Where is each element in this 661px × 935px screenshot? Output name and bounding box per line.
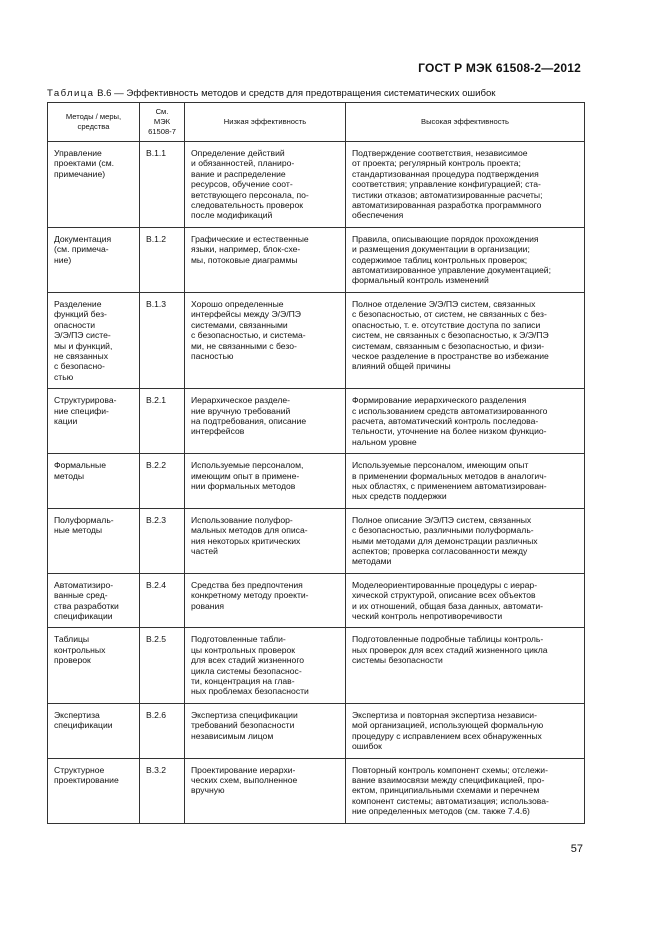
table-row (48, 703, 585, 758)
low-effectiveness-cell: Экспертиза спецификации требований безопасности независимым лицом (185, 703, 346, 758)
high-effectiveness-cell: Полное описание Э/Э/ПЭ систем, связанных с безопасностью, различными полуформаль- ными методами для демонстрации различных аспектов; проверка согласованности между методами (346, 508, 585, 573)
low-effectiveness-cell: Средства без предпочтения конкретному методу проекти- рования (185, 573, 346, 628)
caption-prefix: Таблица (47, 88, 95, 99)
table-body (48, 142, 585, 824)
reference-cell: В.1.2 (140, 227, 185, 292)
table-row (48, 573, 585, 628)
low-effectiveness-cell: Иерархическое разделе- ние вручную требований на подтребования, описание интерфейсов (185, 389, 346, 454)
reference-cell: В.1.1 (140, 142, 185, 228)
column-header-methods: Методы / меры, средства (48, 103, 140, 142)
table-row (48, 142, 585, 228)
table-row (48, 227, 585, 292)
reference-cell: В.2.1 (140, 389, 185, 454)
column-header-high-effectiveness: Высокая эффективность (346, 103, 585, 142)
high-effectiveness-cell: Полное отделение Э/Э/ПЭ систем, связанных с безопасностью, от систем, не связанных с без- опасностью, т. е. отсутствие доступа по записи систем, не связанных с безопасностью, к Э/Э/ПЭ системам, связанным с безопасностью, и физи- ческое разделение в пространстве во избежание влияний общей причины (346, 292, 585, 388)
table-row (48, 454, 585, 509)
column-header-low-effectiveness: Низкая эффективность (185, 103, 346, 142)
high-effectiveness-cell: Экспертиза и повторная экспертиза независи- мой организацией, использующей формальную процедуру с исправлением всех обнаруженных ошибок (346, 703, 585, 758)
low-effectiveness-cell: Используемые персоналом, имеющим опыт в примене- нии формальных методов (185, 454, 346, 509)
table-row (48, 389, 585, 454)
high-effectiveness-cell: Формирование иерархического разделения с использованием средств автоматизированного расчета, автоматический контроль последова- тельности, уточнение на более низком функцио- нальном уровне (346, 389, 585, 454)
column-header-reference: См. МЭК 61508-7 (140, 103, 185, 142)
low-effectiveness-cell: Хорошо определенные интерфейсы между Э/Э/ПЭ системами, связанными с безопасностью, и система- ми, не связанными с безо- пасностью (185, 292, 346, 388)
table-row (48, 628, 585, 703)
method-cell: Экспертиза спецификации (48, 703, 140, 758)
high-effectiveness-cell: Подтверждение соответствия, независимое от проекта; регулярный контроль проекта; стандартизованная процедура подтверждения соответствия; управление конфигурацией; ста- тистики отказов; автоматизированные расчеты; автоматизированная разработка программного обеспечения (346, 142, 585, 228)
method-cell: Структурирова- ние специфи- кации (48, 389, 140, 454)
table-row (48, 758, 585, 823)
table-caption (47, 88, 495, 99)
low-effectiveness-cell: Проектирование иерархи- ческих схем, выполненное вручную (185, 758, 346, 823)
table-row (48, 508, 585, 573)
high-effectiveness-cell: Повторный контроль компонент схемы; отслежи- вание взаимосвязи между спецификацией, про- ектом, принципиальными схемами и перечнем компонент системы; автоматизация; использова- ние определенных методов (см. также 7.4.6) (346, 758, 585, 823)
method-cell: Структурное проектирование (48, 758, 140, 823)
table-header-row (48, 103, 585, 142)
low-effectiveness-cell: Графические и естественные языки, например, блок-схе- мы, потоковые диаграммы (185, 227, 346, 292)
method-cell: Полуформаль- ные методы (48, 508, 140, 573)
methods-effectiveness-table (47, 102, 585, 824)
method-cell: Формальные методы (48, 454, 140, 509)
caption-text: В.6 — Эффективность методов и средств для предотвращения систематических ошибок (97, 88, 496, 99)
method-cell: Автоматизиро- ванные сред- ства разработки спецификации (48, 573, 140, 628)
high-effectiveness-cell: Подготовленные подробные таблицы контроль- ных проверок для всех стадий жизненного цикла системы безопасности (346, 628, 585, 703)
method-cell: Управление проектами (см. примечание) (48, 142, 140, 228)
method-cell: Таблицы контрольных проверок (48, 628, 140, 703)
reference-cell: В.2.3 (140, 508, 185, 573)
method-cell: Документация (см. примеча- ние) (48, 227, 140, 292)
reference-cell: В.1.3 (140, 292, 185, 388)
document-code: ГОСТ Р МЭК 61508-2—2012 (418, 61, 581, 75)
low-effectiveness-cell: Подготовленные табли- цы контрольных проверок для всех стадий жизненного цикла системы безопаснос- ти, концентрация на глав- ных проблемах безопасности (185, 628, 346, 703)
high-effectiveness-cell: Правила, описывающие порядок прохождения и размещения документации в организации; содержимое таблиц контрольных проверок; автоматизированное управление документацией; формальный контроль изменений (346, 227, 585, 292)
page-number: 57 (570, 843, 583, 855)
reference-cell: В.2.4 (140, 573, 185, 628)
high-effectiveness-cell: Моделеориентированные процедуры с иерар- хической структурой, описание всех объектов и их отношений, общая база данных, автомати- ческий контроль непротиворечивости (346, 573, 585, 628)
reference-cell: В.2.5 (140, 628, 185, 703)
reference-cell: В.3.2 (140, 758, 185, 823)
low-effectiveness-cell: Определение действий и обязанностей, планиро- вание и распределение ресурсов, обучение соот- ветствующего персонала, по- следовательность проверок после модификаций (185, 142, 346, 228)
reference-cell: В.2.6 (140, 703, 185, 758)
reference-cell: В.2.2 (140, 454, 185, 509)
high-effectiveness-cell: Используемые персоналом, имеющим опыт в применении формальных методов в аналогич- ных областях, с применением автоматизирован- ных средств поддержки (346, 454, 585, 509)
table-row (48, 292, 585, 388)
method-cell: Разделение функций без- опасности Э/Э/ПЭ систе- мы и функций, не связанных с безопасно- стью (48, 292, 140, 388)
low-effectiveness-cell: Использование полуфор- мальных методов для описа- ния некоторых критических частей (185, 508, 346, 573)
